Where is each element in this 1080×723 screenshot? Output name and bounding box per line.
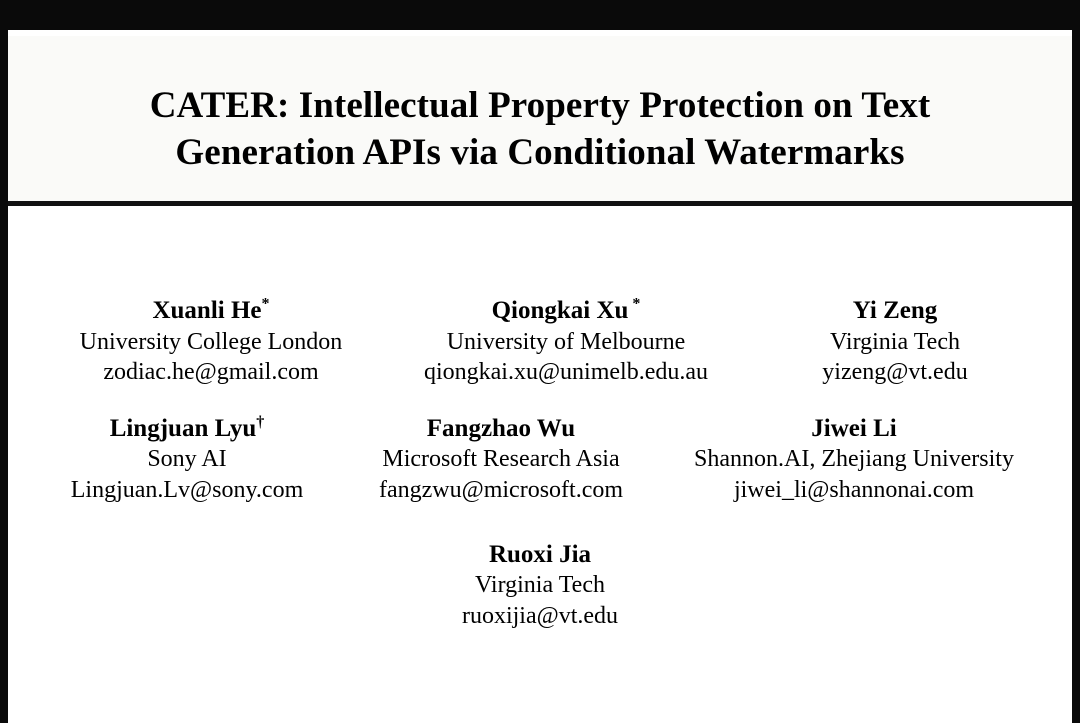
- author-marker: *: [628, 295, 641, 313]
- author-name-text: Qiongkai Xu: [491, 297, 629, 324]
- author-block-jiwei-li: [656, 414, 1052, 505]
- author-name: [41, 296, 381, 327]
- author-name-text: Ruoxi Jia: [488, 540, 592, 568]
- author-affiliation: Virginia Tech: [475, 572, 605, 599]
- author-email: fangzwu@microsoft.com: [378, 476, 624, 503]
- author-block-xuanli-he: [35, 296, 387, 387]
- author-email: qiongkai.xu@unimelb.edu.au: [423, 358, 709, 385]
- author-name-text: Yi Zeng: [852, 297, 938, 324]
- author-block-lingjuan-lyu: [28, 414, 346, 505]
- author-marker: †: [256, 413, 265, 431]
- author-name: [34, 414, 340, 445]
- author-email: Lingjuan.Lv@sony.com: [70, 476, 304, 503]
- author-affiliation: University of Melbourne: [446, 328, 686, 355]
- author-block-ruoxi-jia: [340, 540, 740, 631]
- author-row: [8, 414, 1072, 505]
- author-name-text: Lingjuan Lyu: [109, 414, 257, 442]
- author-name: [352, 414, 650, 445]
- author-block-qiongkai-xu: [387, 296, 745, 387]
- author-row: [8, 540, 1072, 631]
- author-name: [346, 540, 734, 571]
- title-line-1: CATER: Intellectual Property Protection on Text: [149, 85, 931, 126]
- author-list: [8, 296, 1072, 631]
- author-name: [393, 296, 739, 327]
- author-email: jiwei_li@shannonai.com: [733, 476, 975, 503]
- title-block: [8, 36, 1072, 206]
- author-name-text: Fangzhao Wu: [426, 414, 576, 442]
- author-email: zodiac.he@gmail.com: [103, 358, 319, 385]
- author-affiliation: University College London: [79, 328, 343, 355]
- author-row: [8, 296, 1072, 387]
- author-block-fangzhao-wu: [346, 414, 656, 505]
- title-line-2: Generation APIs via Conditional Watermarks: [175, 132, 905, 174]
- author-name-text: Xuanli He: [152, 297, 262, 324]
- author-affiliation: Microsoft Research Asia: [382, 446, 620, 473]
- author-block-yi-zeng: [745, 296, 1045, 387]
- author-email: yizeng@vt.edu: [822, 358, 968, 385]
- author-email: ruoxijia@vt.edu: [461, 602, 619, 629]
- author-affiliation: Shannon.AI, Zhejiang University: [694, 446, 1014, 473]
- author-affiliation: Sony AI: [147, 446, 227, 473]
- author-affiliation: Virginia Tech: [830, 328, 960, 355]
- author-name: [751, 296, 1039, 327]
- page-title: [48, 82, 1032, 177]
- left-border-bar: [0, 0, 8, 723]
- author-marker: *: [261, 295, 270, 313]
- author-name: [662, 414, 1046, 445]
- top-border-bar: [0, 0, 1080, 30]
- right-border-bar: [1072, 0, 1080, 723]
- author-name-text: Jiwei Li: [811, 414, 897, 442]
